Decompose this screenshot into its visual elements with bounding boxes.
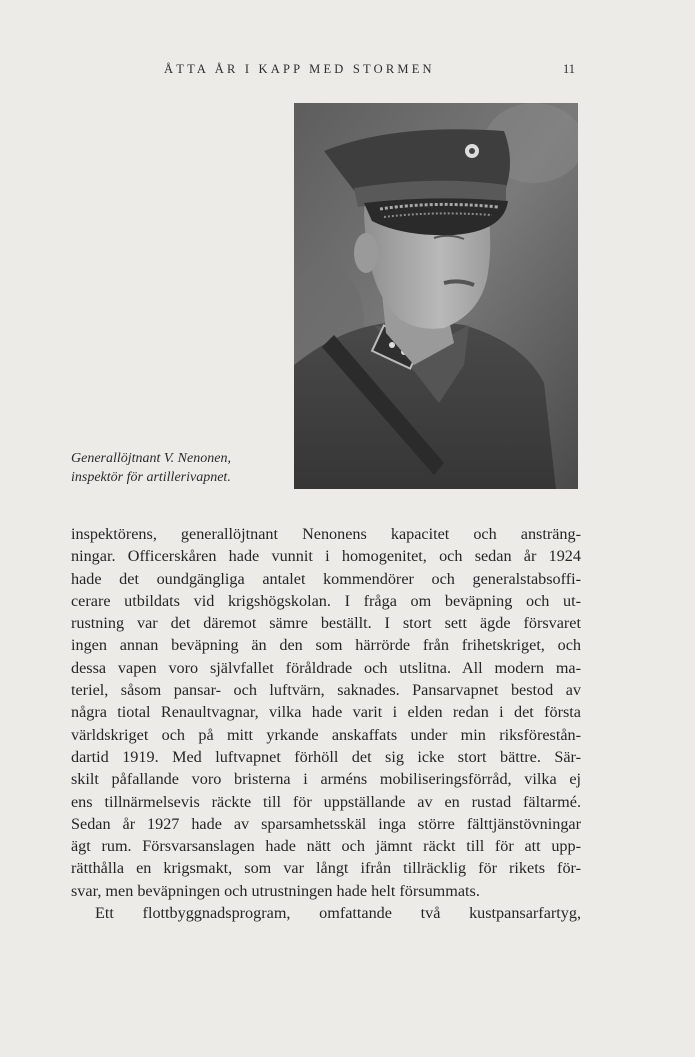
text-line: världskriget och på mitt yrkande anskaffats under min riksförestån- [71,725,581,744]
body-text [71,523,581,924]
page-number: 11 [563,62,576,76]
text-line: skilt påfallande voro bristerna i arméns mobiliseringsförråd, vilka ej [71,770,581,789]
text-line: inspektörens, generallöjtnant Nenonens kapacitet och ansträng- [71,525,581,543]
text-line: Ett flottbyggnadsprogram, omfattande två kustpansarfartyg, [95,904,581,923]
photo-caption [71,449,286,487]
page-header [0,62,695,82]
text-line: svar, men beväpningen och utrustningen hade helt försummats. [71,881,480,900]
text-line: cerare utbildats vid krigshögskolan. I fråga om beväpning och ut- [71,591,581,610]
text-line: hade det oundgängliga antalet kommendörer och generalstabsoffi- [71,569,581,588]
caption-line: inspektör för artillerivapnet. [71,470,231,485]
text-line: ingen annan beväpning än den som härrörde från frihetskriget, och [71,636,581,655]
text-line: ägt rum. Försvarsanslagen hade nätt och jämnt räckt till för att upp- [71,837,581,856]
portrait-photo [294,103,578,489]
running-title: ÅTTA ÅR I KAPP MED STORMEN [164,62,435,76]
text-line: rustning var det däremot sämre beställt. I stort sett ägde försvaret [71,614,581,633]
text-line: teriel, såsom pansar- och luftvärn, saknades. Pansarvapnet bestod av [71,681,581,700]
text-line: ningar. Officerskåren hade vunnit i homogenitet, och sedan år 1924 [71,547,581,566]
portrait-illustration [294,103,578,489]
text-line: några tiotal Renaultvagnar, vilka hade varit i elden redan i det första [71,703,581,722]
text-line: dartid 1919. Med luftvapnet förhöll det sig icke stort bättre. Sär- [71,747,581,766]
text-line: ens tillnärmelsevis räckte till för uppställande av en rustad fältarmé. [71,792,581,811]
text-line: rätthålla en krigsmakt, som var långt ifrån tillräcklig för rikets för- [71,859,581,878]
caption-line: Generallöjtnant V. Nenonen, [71,451,231,466]
text-line: dessa vapen voro självfallet föråldrade och utslitna. All modern ma- [71,658,581,677]
text-line: Sedan år 1927 hade av sparsamhetsskäl inga större fälttjänstövningar [71,814,581,833]
